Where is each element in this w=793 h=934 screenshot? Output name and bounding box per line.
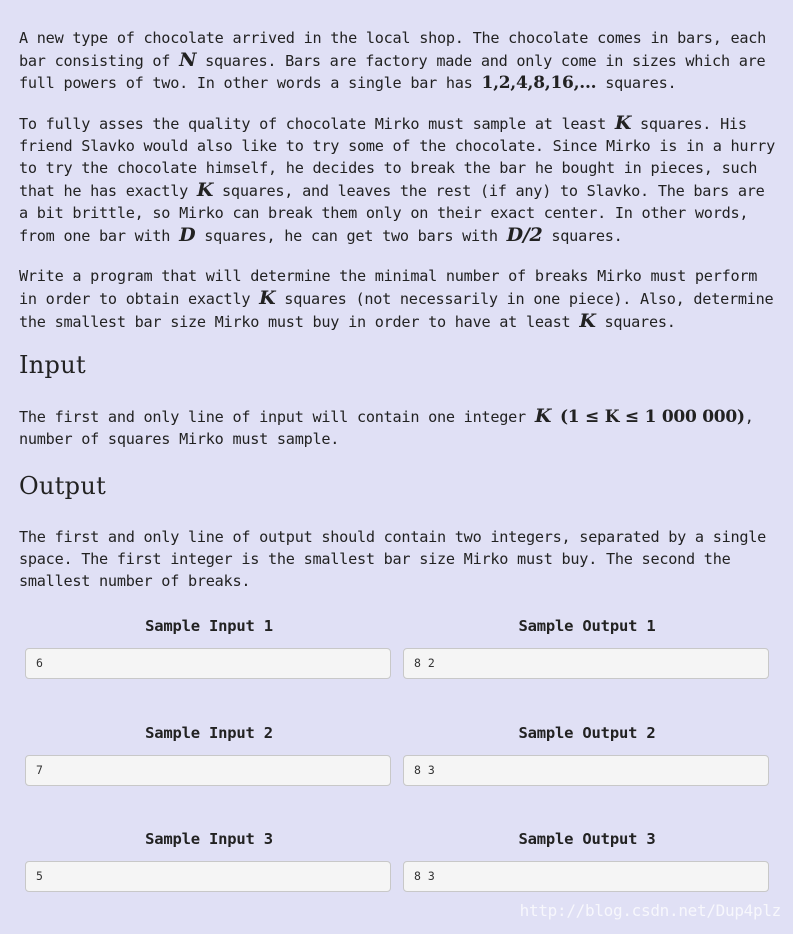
output-description: The first and only line of output should contain two integers, separated by a single space. The first integer is the smallest bar size Mirko must buy. The second the smallest number of breaks. (19, 528, 767, 590)
problem-statement (19, 27, 779, 333)
math-range: (1 ≤ K ≤ 1 000 000) (560, 407, 745, 427)
math-d: D (179, 224, 196, 246)
sample-output-title: Sample Output 3 (518, 830, 656, 848)
sample-output-box[interactable]: 8 3 (403, 755, 769, 786)
sample-output-title: Sample Output 1 (518, 617, 656, 635)
math-k: K (259, 287, 276, 309)
statement-paragraph-1: A new type of chocolate arrived in the local shop. The chocolate comes in bars, each bar consisting of N squares. Bars are factory made and only come in sizes which are full powers of two. In other words a single bar has 1,2,4,8,16,... squares. (19, 29, 767, 93)
math-k: K (534, 405, 552, 427)
math-powers: 1,2,4,8,16,... (481, 73, 597, 93)
sample-output-title: Sample Output 2 (518, 724, 656, 742)
sample-input-title: Sample Input 1 (145, 617, 273, 635)
output-heading: Output (19, 472, 107, 500)
sample-output-box[interactable]: 8 3 (403, 861, 769, 892)
math-k: K (196, 179, 214, 201)
sample-input-box[interactable]: 6 (25, 648, 391, 679)
math-k: K (579, 310, 596, 332)
statement-paragraph-3: Write a program that will determine the minimal number of breaks Mirko must perform in order to obtain exactly K squares (not necessarily in one piece). Also, determine the smallest bar size Mirko must buy in order to have at least K squares. (19, 267, 774, 332)
math-n: N (179, 49, 197, 71)
sample-output-box[interactable]: 8 2 (403, 648, 769, 679)
statement-paragraph-2: To fully asses the quality of chocolate Mirko must sample at least K squares. His friend Slavko would also like to try some of the chocolate. Since Mirko is in a hurry to try the chocolate himself, he decides to break the bar he bought in pieces, such that he has exactly K squares, and leaves the rest (if any) to Slavko. The bars are a bit brittle, so Mirko can break them only on their exact center. In other words, from one bar with D squares, he can get two bars with D/2 squares. (19, 112, 775, 246)
sample-input-box[interactable]: 7 (25, 755, 391, 786)
sample-input-title: Sample Input 2 (145, 724, 273, 742)
math-d-half: D/2 (506, 224, 543, 246)
math-k: K (614, 112, 632, 134)
sample-input-box[interactable]: 5 (25, 861, 391, 892)
input-heading: Input (19, 351, 86, 379)
sample-input-title: Sample Input 3 (145, 830, 273, 848)
input-description: The first and only line of input will contain one integer K (1 ≤ K ≤ 1 000 000), number of squares Mirko must sample. (19, 405, 754, 448)
watermark-url: http://blog.csdn.net/Dup4plz (519, 901, 781, 920)
